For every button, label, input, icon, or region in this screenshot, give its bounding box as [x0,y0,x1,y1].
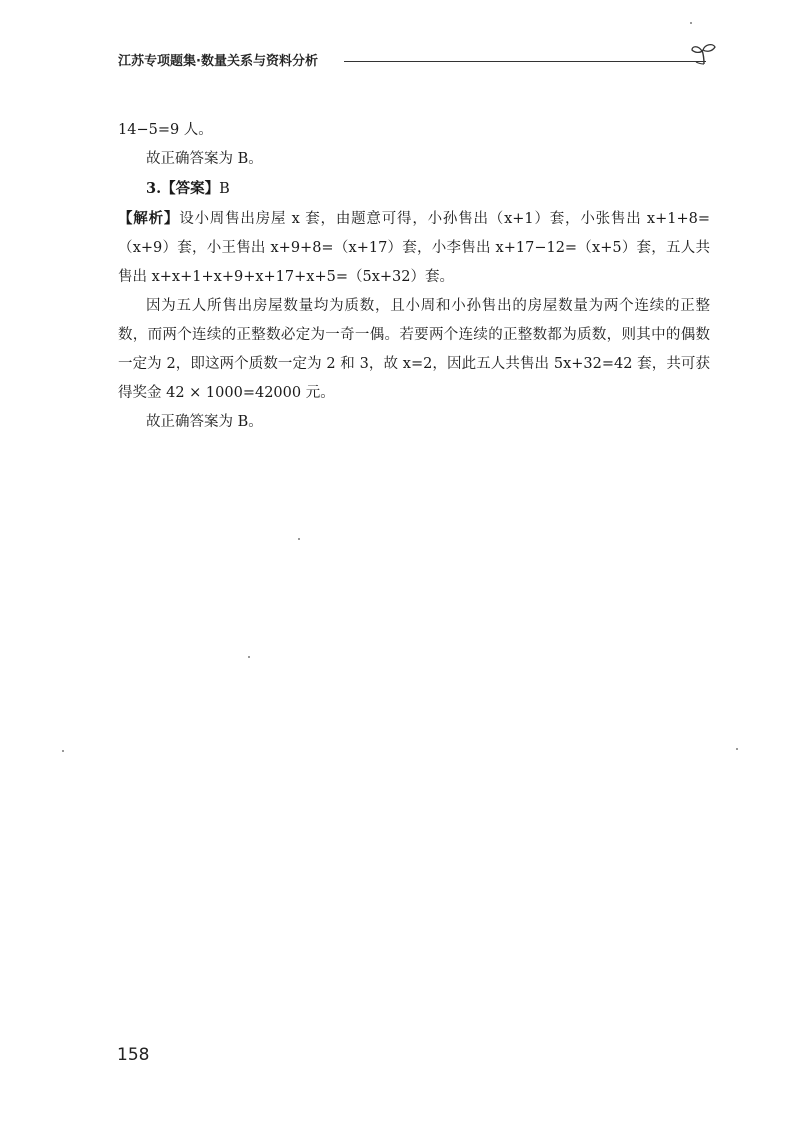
q3-analysis-paragraph [118,204,710,292]
header-rule [344,61,706,62]
scan-speck [736,748,738,750]
conclusion-text: 故正确答案为 B。 [146,151,263,167]
q3-analysis-label: 【解析】 [118,210,180,227]
conclusion-text-final: 故正确答案为 B。 [146,414,263,430]
sprout-icon [690,42,718,66]
q3-analysis-text: 设小周售出房屋 x 套，由题意可得，小孙售出（x+1）套，小张售出 x+1+8=（x+9）套，小王售出 x+9+8=（x+17）套，小李售出 x+17−12=（x+5）套，五人共售出 x+x+1+x+9+x+17+x+5=（5x+32）套。 [118,211,710,285]
page-number: 158 [117,1045,150,1065]
scan-speck [690,22,692,24]
running-header [118,48,718,72]
scan-speck [298,538,300,540]
scan-speck [248,656,250,658]
q3-reasoning-paragraph: 因为五人所售出房屋数量均为质数，且小周和小孙售出的房屋数量为两个连续的正整数，而两个连续的正整数必定为一奇一偶。若要两个连续的正整数都为质数，则其中的偶数一定为 2，即这两个质数一定为 2 和 3，故 x=2，因此五人共售出 5x+32=42 套，共可获得奖金 42 × 1000=42000 元。 [118,298,710,401]
q3-answer-value: B [219,181,230,197]
q3-answer-label: 3.【答案】 [146,180,220,197]
q3-answer-line [118,174,710,204]
header-title: 江苏专项题集·数量关系与资料分析 [118,54,318,69]
scan-speck [62,750,64,752]
text-line-prev: 14−5=9 人。 [118,122,213,138]
page-content [118,116,710,437]
